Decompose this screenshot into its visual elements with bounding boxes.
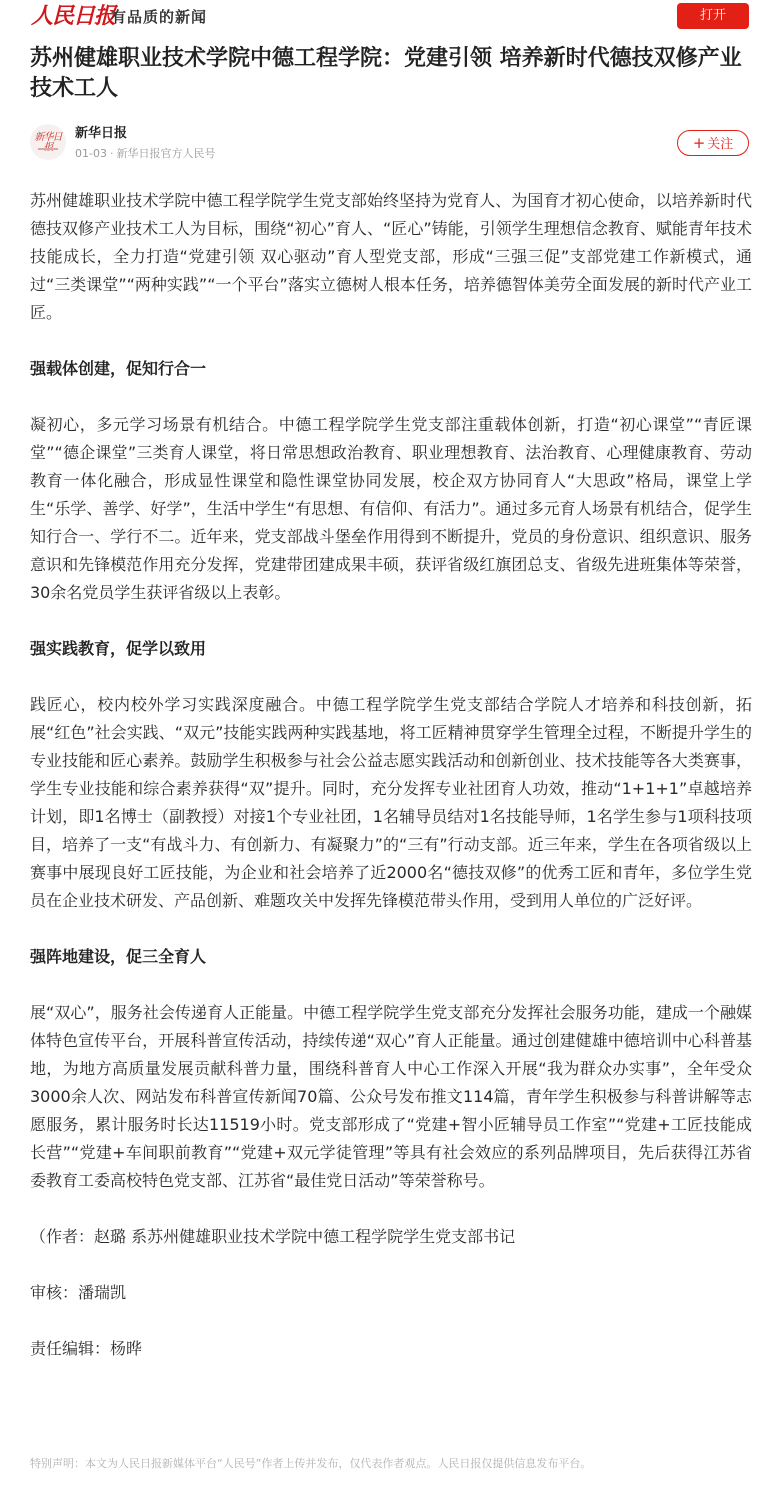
article-paragraph: 展“双心”，服务社会传递育人正能量。中德工程学院学生党支部充分发挥社会服务功能，建成一个融媒体特色宣传平台，开展科普宣传活动，持续传递“双心”育人正能量。通过创建健雄中德培训中心科普基地，为地方高质量发展贡献科普力量，围绕科普育人中心工作深入开展“我为群众办实事”，全年受众3000余人次、网站发布科普宣传新闻70篇、公众号发布推文114篇，青年学生积极参与科普讲解等志愿服务，累计服务时长达11519小时。党支部形成了“党建+智小匠辅导员工作室”“党建+工匠技能成长营”“党建+车间职前教育”“党建+双元学徒管理”等具有社会效应的系列品牌项目，先后获得江苏省委教育工委高校特色党支部、江苏省“最佳党日活动”等荣誉称号。 [30, 1003, 752, 1190]
reviewer-credit: 审核：潘瑞凯 [30, 1283, 127, 1302]
article-title: 苏州健雄职业技术学院中德工程学院：党建引领 培养新时代德技双修产业技术工人 [30, 46, 742, 101]
author-info [30, 124, 755, 164]
open-app-button[interactable]: 打开 [677, 3, 749, 29]
meta-separator: · [109, 147, 114, 160]
section-heading: 强实践教育，促学以致用 [30, 639, 207, 658]
section-heading: 强载体创建，促知行合一 [30, 359, 207, 378]
author-meta [75, 146, 215, 162]
disclaimer: 特别声明：本文为人民日报新媒体平台“人民号”作者上传并发布，仅代表作者观点。人民日报仅提供信息发布平台。 [30, 1457, 592, 1470]
avatar-decoration [38, 148, 58, 150]
follow-button[interactable] [677, 130, 749, 156]
publish-date: 01-03 [75, 147, 107, 160]
editor-credit: 责任编辑：杨晔 [30, 1339, 143, 1358]
avatar[interactable] [30, 124, 66, 160]
author-source: 新华日报官方人民号 [116, 147, 216, 160]
top-bar [0, 0, 782, 34]
author-name[interactable]: 新华日报 [75, 126, 128, 141]
follow-label: 关注 [707, 137, 734, 152]
people-daily-logo[interactable]: 人民日报 [31, 3, 116, 29]
author-credit: （作者：赵璐 系苏州健雄职业技术学院中德工程学院学生党支部书记 [30, 1227, 516, 1246]
avatar-logo: 新华日 [34, 132, 62, 143]
section-heading: 强阵地建设，促三全育人 [30, 947, 207, 966]
article-paragraph: 践匠心，校内校外学习实践深度融合。中德工程学院学生党支部结合学院人才培养和科技创新，拓展“红色”社会实践、“双元”技能实践两种实践基地，将工匠精神贯穿学生管理全过程，不断提升学生的专业技能和匠心素养。鼓励学生积极参与社会公益志愿实践活动和创新创业、技术技能等各大类赛事，学生专业技能和综合素养获得“双”提升。同时，充分发挥专业社团育人功效，推动“1+1+1”卓越培养计划，即1名博士（副教授）对接1个专业社团，1名辅导员结对1名技能导师，1名学生参与1项科技项目，培养了一支“有战斗力、有创新力、有凝聚力”的“三有”行动支部。近三年来，学生在各项省级以上赛事中展现良好工匠技能，为企业和社会培养了近2000名“德技双修”的优秀工匠和青年，多位学生党员在企业技术研发、产品创新、难题攻关中发挥先锋模范带头作用，受到用人单位的广泛好评。 [30, 695, 752, 910]
plus-icon: + [692, 134, 706, 152]
slogan: 有品质的新闻 [111, 8, 208, 26]
article-paragraph: 苏州健雄职业技术学院中德工程学院学生党支部始终坚持为党育人、为国育才初心使命，以培养新时代德技双修产业技术工人为目标，围绕“初心”育人、“匠心”铸能，引领学生理想信念教育、赋能青年技术技能成长，全力打造“党建引领 双心驱动”育人型党支部，形成“三强三促”支部党建工作新模式，通过“三类课堂”“两种实践”“一个平台”落实立德树人根本任务，培养德智体美劳全面发展的新时代产业工匠。 [30, 191, 752, 322]
article-paragraph: 凝初心，多元学习场景有机结合。中德工程学院学生党支部注重载体创新，打造“初心课堂”“青匠课堂”“德企课堂”三类育人课堂，将日常思想政治教育、职业理想教育、法治教育、心理健康教育、劳动教育一体化融合，形成显性课堂和隐性课堂协同发展，校企双方协同育人“大思政”格局，课堂上学生“乐学、善学、好学”，生活中学生“有思想、有信仰、有活力”。通过多元育人场景有机结合，促学生知行合一、学行不二。近年来，党支部战斗堡垒作用得到不断提升，党员的身份意识、组织意识、服务意识和先锋模范作用充分发挥，党建带团建成果丰硕，获评省级红旗团总支、省级先进班集体等荣誉，30余名党员学生获评省级以上表彰。 [30, 415, 752, 602]
article-body [30, 187, 752, 1391]
